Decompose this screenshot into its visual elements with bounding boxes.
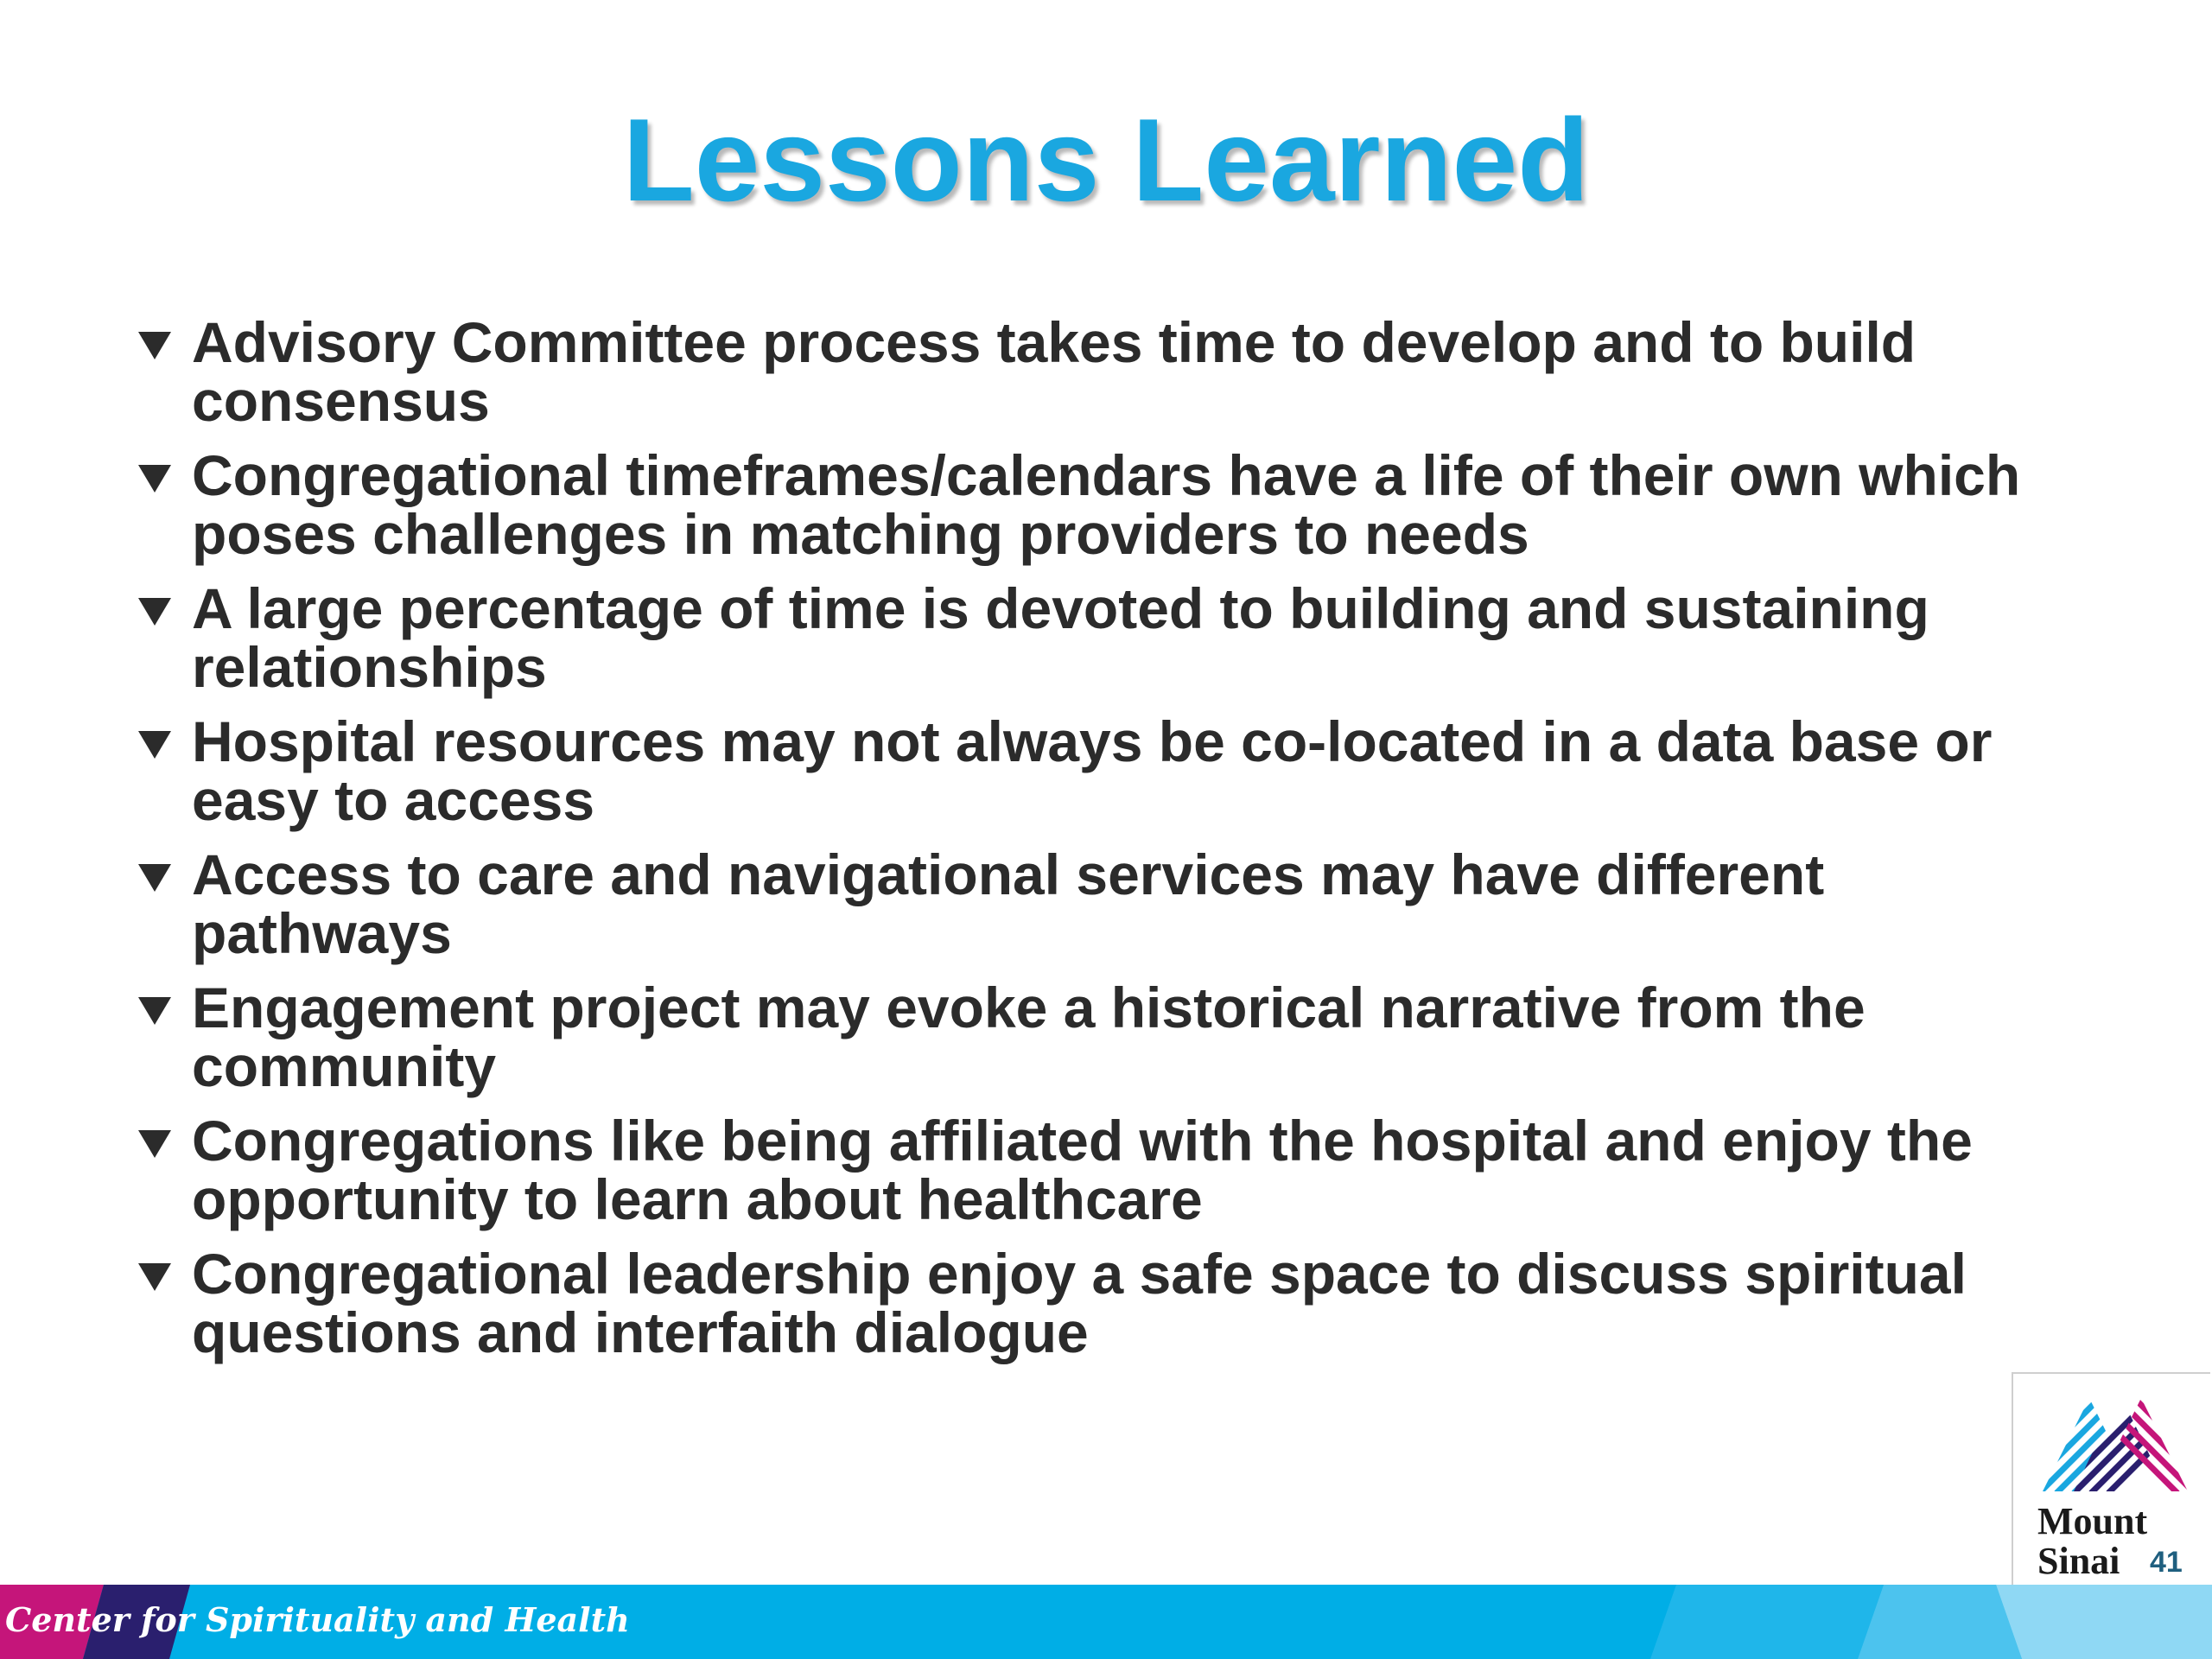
list-item <box>138 978 2056 1096</box>
bullet-text: Engagement project may evoke a historical narrative from the community <box>192 976 1866 1098</box>
list-item <box>138 310 2056 433</box>
down-triangle-bullet-icon <box>138 598 171 626</box>
list-item <box>138 1244 2056 1362</box>
bullet-text: Congregations like being affiliated with the hospital and enjoy the opportunity to learn about healthcare <box>192 1109 1973 1231</box>
slide-title: Lessons Learned <box>622 94 1590 226</box>
mount-sinai-logo <box>2012 1372 2210 1586</box>
list-item <box>138 1111 2056 1229</box>
list-item <box>138 842 2056 965</box>
list-item <box>138 576 2056 699</box>
list-item <box>138 709 2056 832</box>
list-item <box>138 443 2056 566</box>
down-triangle-bullet-icon <box>138 465 171 493</box>
bullet-text: A large percentage of time is devoted to building and sustaining relationships <box>192 576 1929 699</box>
bullet-text: Advisory Committee process takes time to develop and to build consensus <box>192 310 1916 433</box>
down-triangle-bullet-icon <box>138 997 171 1025</box>
bullet-text: Congregational timeframes/calendars have a life of their own which poses challenges in matching providers to needs <box>192 443 2021 566</box>
down-triangle-bullet-icon <box>138 1130 171 1158</box>
bullet-text: Hospital resources may not always be co-located in a data base or easy to access <box>192 709 1993 832</box>
logo-wordmark <box>2037 1502 2147 1581</box>
bullet-text: Access to care and navigational services may have different pathways <box>192 842 1825 965</box>
down-triangle-bullet-icon <box>138 332 171 359</box>
down-triangle-bullet-icon <box>138 1263 171 1291</box>
logo-line-1: Mount <box>2037 1500 2148 1542</box>
down-triangle-bullet-icon <box>138 864 171 892</box>
down-triangle-bullet-icon <box>138 731 171 759</box>
bullet-text: Congregational leadership enjoy a safe space to discuss spiritual questions and interfaith dialogue <box>192 1242 1967 1364</box>
mount-sinai-logo-icon <box>2039 1389 2191 1493</box>
logo-line-2: Sinai <box>2037 1540 2120 1582</box>
page-number: 41 <box>2150 1546 2183 1579</box>
footer-text: Center for Spirituality and Health <box>5 1600 630 1639</box>
bullet-list <box>138 310 2056 1377</box>
